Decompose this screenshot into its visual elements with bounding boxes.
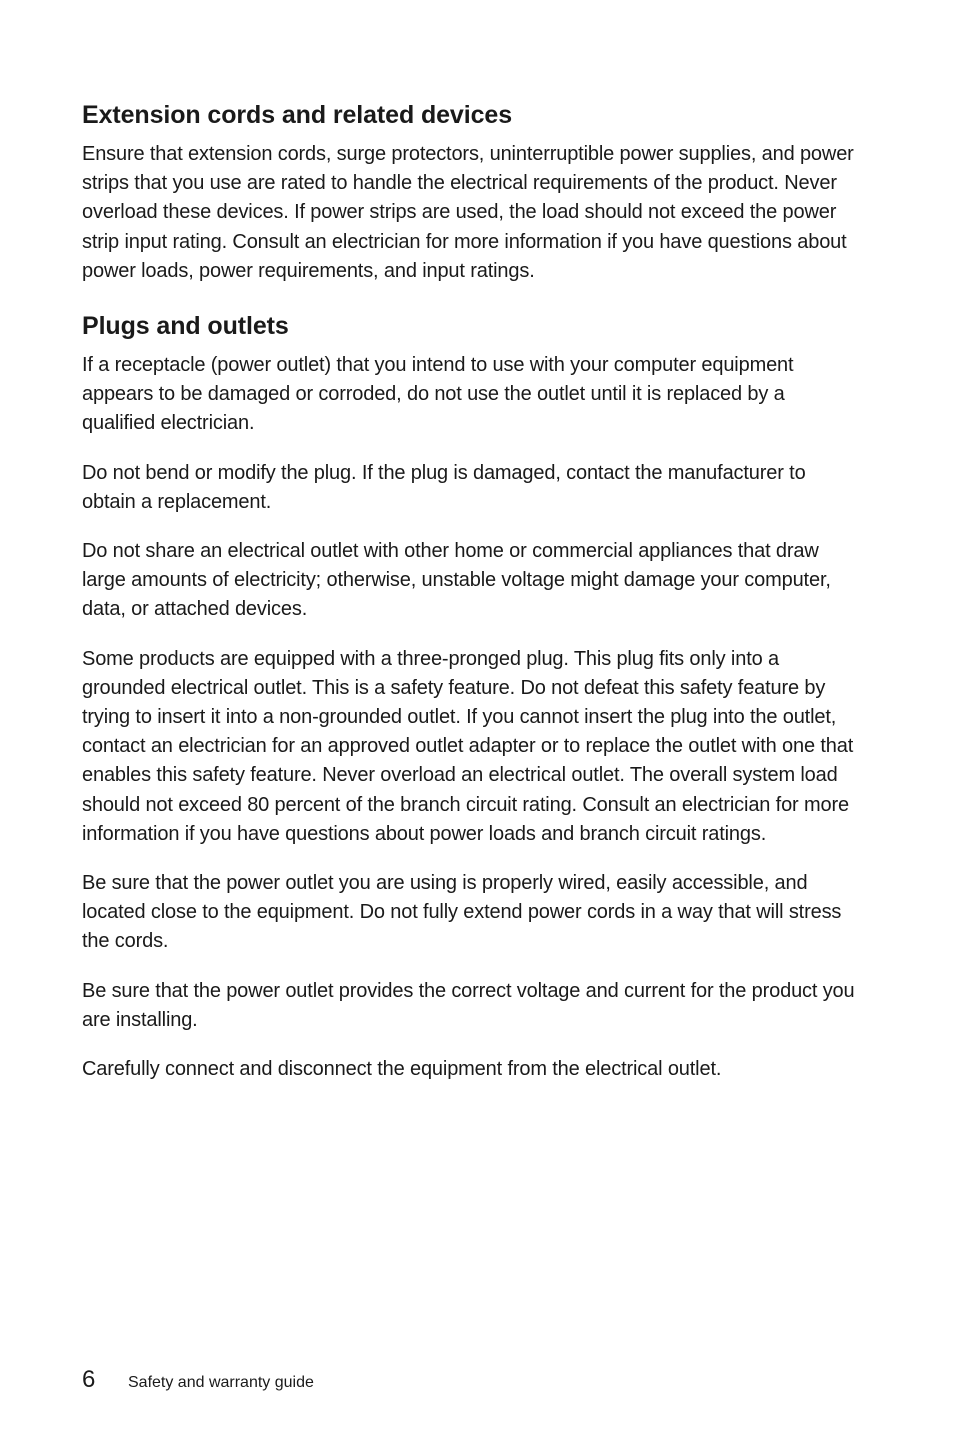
paragraph: Do not share an electrical outlet with other home or commercial appliances that draw large amounts of electricity; otherwise, unstable voltage might damage your computer, data, or attached devices. xyxy=(82,540,831,621)
paragraph: Carefully connect and disconnect the equipment from the electrical outlet. xyxy=(82,1058,722,1081)
document-page xyxy=(82,98,862,1104)
page-number: 6 xyxy=(82,1366,96,1393)
section-plugs-outlets xyxy=(82,309,862,1084)
paragraph: Be sure that the power outlet provides the correct voltage and current for the product you are installing. xyxy=(82,979,855,1031)
section-heading: Plugs and outlets xyxy=(82,312,289,341)
page-footer xyxy=(82,1366,314,1394)
paragraph: Some products are equipped with a three-pronged plug. This plug fits only into a grounded electrical outlet. This is a safety feature. Do not defeat this safety feature by trying to insert it into a non-grounded outlet. If you cannot insert the plug into the outlet, contact an electrician for an approved outlet adapter or to replace the outlet with one that enables this safety feature. Never overload an electrical outlet. The overall system load should not exceed 80 percent of the branch circuit rating. Consult an electrician for more information if you have questions about power loads and branch circuit ratings. xyxy=(82,647,854,845)
section-extension-cords xyxy=(82,98,862,286)
guide-title: Safety and warranty guide xyxy=(128,1374,314,1391)
paragraph: If a receptacle (power outlet) that you intend to use with your computer equipment appears to be damaged or corroded, do not use the outlet until it is replaced by a qualified electrician. xyxy=(82,354,794,435)
paragraph: Be sure that the power outlet you are using is properly wired, easily accessible, and located close to the equipment. Do not fully extend power cords in a way that will stress the cords. xyxy=(82,872,842,953)
paragraph: Do not bend or modify the plug. If the plug is damaged, contact the manufacturer to obtain a replacement. xyxy=(82,461,806,513)
section-heading: Extension cords and related devices xyxy=(82,101,512,129)
paragraph: Ensure that extension cords, surge protectors, uninterruptible power supplies, and power strips that you use are rated to handle the electrical requirements of the product. Never overload these devices. If power strips are used, the load should not exceed the power strip input rating. Consult an electrician for more information if you have questions about power loads, power requirements, and input ratings. xyxy=(82,143,854,282)
